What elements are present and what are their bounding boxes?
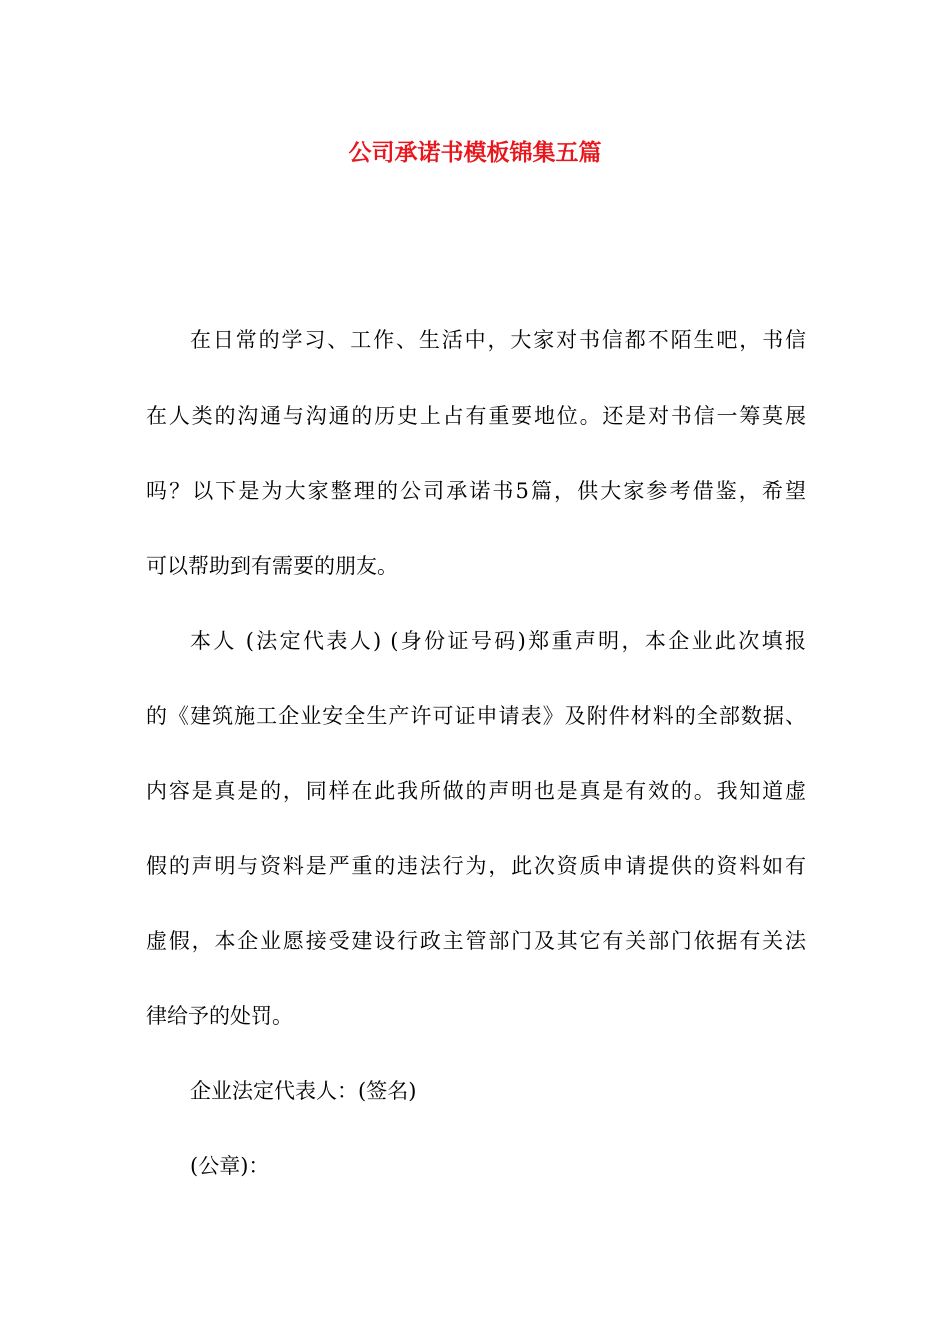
paragraph-1-line-2: 在人类的沟通与沟通的历史上占有重要地位。还是对书信一筹莫展 (146, 404, 806, 428)
paragraph-1-line-4: 可以帮助到有需要的朋友。 (146, 554, 398, 578)
paragraph-1-line-3: 吗？以下是为大家整理的公司承诺书5篇，供大家参考借鉴，希望 (146, 479, 806, 503)
document-title: 公司承诺书模板锦集五篇 (348, 140, 602, 166)
paragraph-2-line-4: 假的声明与资料是严重的违法行为，此次资质申请提供的资料如有 (146, 854, 806, 878)
paragraph-2-line-5: 虚假，本企业愿接受建设行政主管部门及其它有关部门依据有关法 (146, 929, 806, 953)
paragraph-1-line-1: 在日常的学习、工作、生活中，大家对书信都不陌生吧，书信 (190, 328, 806, 352)
paragraph-2-line-3: 内容是真是的，同样在此我所做的声明也是真是有效的。我知道虚 (146, 779, 806, 803)
paragraph-2-line-2: 的《建筑施工企业安全生产许可证申请表》及附件材料的全部数据、 (146, 704, 806, 728)
paragraph-2-line-1: 本人 (法定代表人) (身份证号码)郑重声明，本企业此次填报 (190, 629, 806, 653)
document-body (146, 0, 806, 1344)
paragraph-2-line-6: 律给予的处罚。 (146, 1004, 293, 1028)
signature-line: 企业法定代表人：(签名) (190, 1079, 417, 1103)
seal-line: (公章)： (190, 1154, 270, 1178)
